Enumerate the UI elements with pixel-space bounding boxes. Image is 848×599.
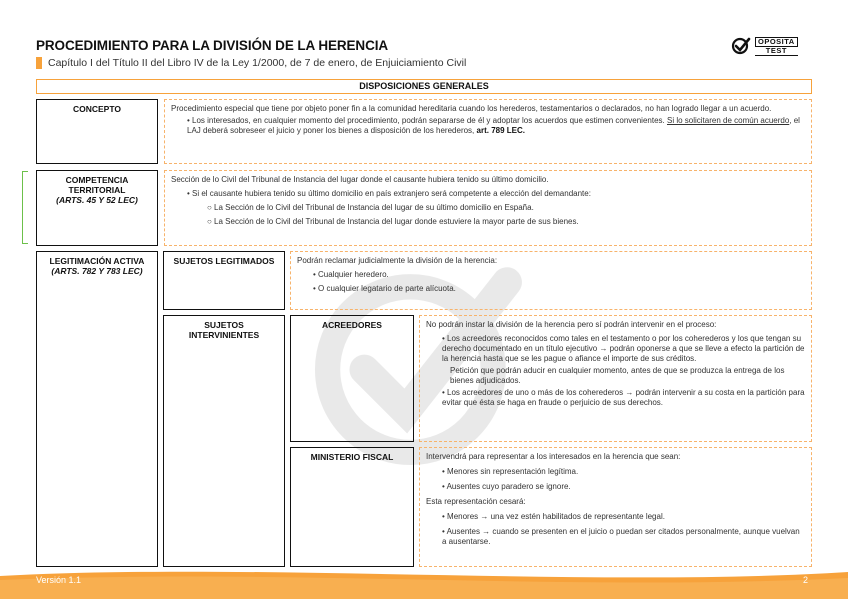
section-header-disposiciones: DISPOSICIONES GENERALES (36, 79, 812, 94)
acreedores-bullet-2: • Los acreedores de uno o más de los coherederos → podrán intervenir a su costa en la partición para evitar que ésta se haga en fraude o perjuicio de sus derechos. (442, 388, 805, 407)
ministerio-paragraph-1: Intervendrá para representar a los interesados en la herencia que sean: (426, 452, 681, 461)
logo-line1: OPOSITA (755, 37, 798, 47)
ministerio-fiscal-label-text: MINISTERIO FISCAL (310, 452, 394, 462)
ministerio-paragraph-2: Esta representación cesará: (426, 497, 526, 506)
oposita-test-logo (731, 36, 798, 56)
sujetos-legitimados-label (163, 251, 285, 310)
sujetos-legitimados-bullet-1: • Cualquier heredero. (313, 270, 389, 279)
concepto-bullet-underline: Si lo solicitaren de común acuerdo (666, 116, 790, 125)
legitimacion-label-arts: (ARTS. 782 Y 783 LEC) (51, 266, 143, 276)
concepto-label-text: CONCEPTO (72, 104, 122, 114)
concepto-content (164, 99, 812, 164)
concepto-label (36, 99, 158, 164)
competencia-option-1: ○ La Sección de lo Civil del Tribunal de Instancia del lugar de su último domicilio en España. (207, 203, 534, 212)
acreedores-paragraph: No podrán instar la división de la herencia pero sí podrán intervenir en el proceso: (426, 320, 717, 329)
ministerio-fiscal-label (290, 447, 414, 567)
legitimacion-label (36, 251, 158, 567)
sujetos-legitimados-label-text: SUJETOS LEGITIMADOS (173, 256, 275, 266)
acreedores-bullet-1: • Los acreedores reconocidos como tales en el testamento o por los coherederos y los que tengan su derecho documentado en un título ejecutivo → podrán oponerse a que se lleve a efecto la partición de la herencia hasta que se les pague o afiance el importe de sus créditos. (442, 334, 805, 363)
acreedores-label-text: ACREEDORES (322, 320, 382, 330)
competencia-label-line2: TERRITORIAL (68, 185, 126, 195)
concepto-bullet-article: art. 789 LEC. (476, 126, 525, 135)
competencia-bullet: • Si el causante hubiera tenido su último domicilio en país extranjero será competente a elección del demandante: (187, 189, 591, 198)
ministerio-bullet-1: • Menores sin representación legítima. (442, 467, 579, 476)
footer-page-number: 2 (803, 575, 809, 585)
sujetos-intervinientes-line1: SUJETOS (204, 320, 244, 330)
acreedores-bullet-1-continuation: Petición que podrán aducir en cualquier momento, antes de que se produzca la entrega de los bienes adjudicados. (450, 366, 785, 385)
page-footer (0, 566, 848, 599)
sujetos-intervinientes-label (163, 315, 285, 567)
green-bracket-marker (22, 171, 28, 244)
acreedores-content (419, 315, 812, 442)
ministerio-fiscal-content (419, 447, 812, 567)
page-subtitle (36, 57, 466, 69)
sujetos-legitimados-paragraph: Podrán reclamar judicialmente la división de la herencia: (297, 256, 498, 265)
concepto-paragraph: Procedimiento especial que tiene por objeto poner fin a la comunidad hereditaria cuando los herederos, testamentarios o declarados, no han logrado llegar a un acuerdo. (171, 104, 772, 113)
sujetos-legitimados-content (290, 251, 812, 310)
page-title: PROCEDIMIENTO PARA LA DIVISIÓN DE LA HERENCIA (36, 38, 389, 53)
subtitle-accent-bar (36, 57, 42, 69)
footer-wave (0, 566, 848, 599)
subtitle-text: Capítulo I del Título II del Libro IV de la Ley 1/2000, de 7 de enero, de Enjuiciamiento Civil (48, 57, 467, 69)
competencia-label (36, 170, 158, 246)
ministerio-bullet-2: • Ausentes cuyo paradero se ignore. (442, 482, 571, 491)
sujetos-intervinientes-line2: INTERVINIENTES (188, 330, 260, 340)
ministerio-bullet-3: • Menores → una vez estén habilitados de representante legal. (442, 512, 665, 521)
concepto-bullet (171, 116, 805, 136)
legitimacion-label-text: LEGITIMACIÓN ACTIVA (49, 256, 145, 266)
sujetos-legitimados-bullet-2: • O cualquier legatario de parte alícuota. (313, 284, 456, 293)
logo-line2: TEST (755, 47, 798, 56)
acreedores-label (290, 315, 414, 442)
competencia-paragraph: Sección de lo Civil del Tribunal de Instancia del lugar donde el causante hubiera tenido su último domicilio. (171, 175, 549, 184)
ministerio-bullet-4: • Ausentes → cuando se presenten en el juicio o puedan ser citados personalmente, aunque vuelvan a ausentarse. (442, 527, 800, 546)
competencia-option-2: ○ La Sección de lo Civil del Tribunal de Instancia del lugar donde estuviere la mayor parte de sus bienes. (207, 217, 579, 226)
concepto-bullet-start: • Los interesados, en cualquier momento del procedimiento, podrán separarse de él y adoptar los acuerdos que estimen convenientes. (187, 116, 667, 125)
check-circle-icon (731, 36, 751, 56)
footer-version: Versión 1.1 (36, 575, 82, 585)
competencia-label-line1: COMPETENCIA (65, 175, 129, 185)
competencia-content (164, 170, 812, 246)
competencia-label-arts: (ARTS. 45 Y 52 LEC) (56, 195, 138, 205)
concepto-bullet-end: , el LAJ deberá sobreseer el juicio y poner los bienes a disposición de los herederos, (187, 116, 800, 135)
